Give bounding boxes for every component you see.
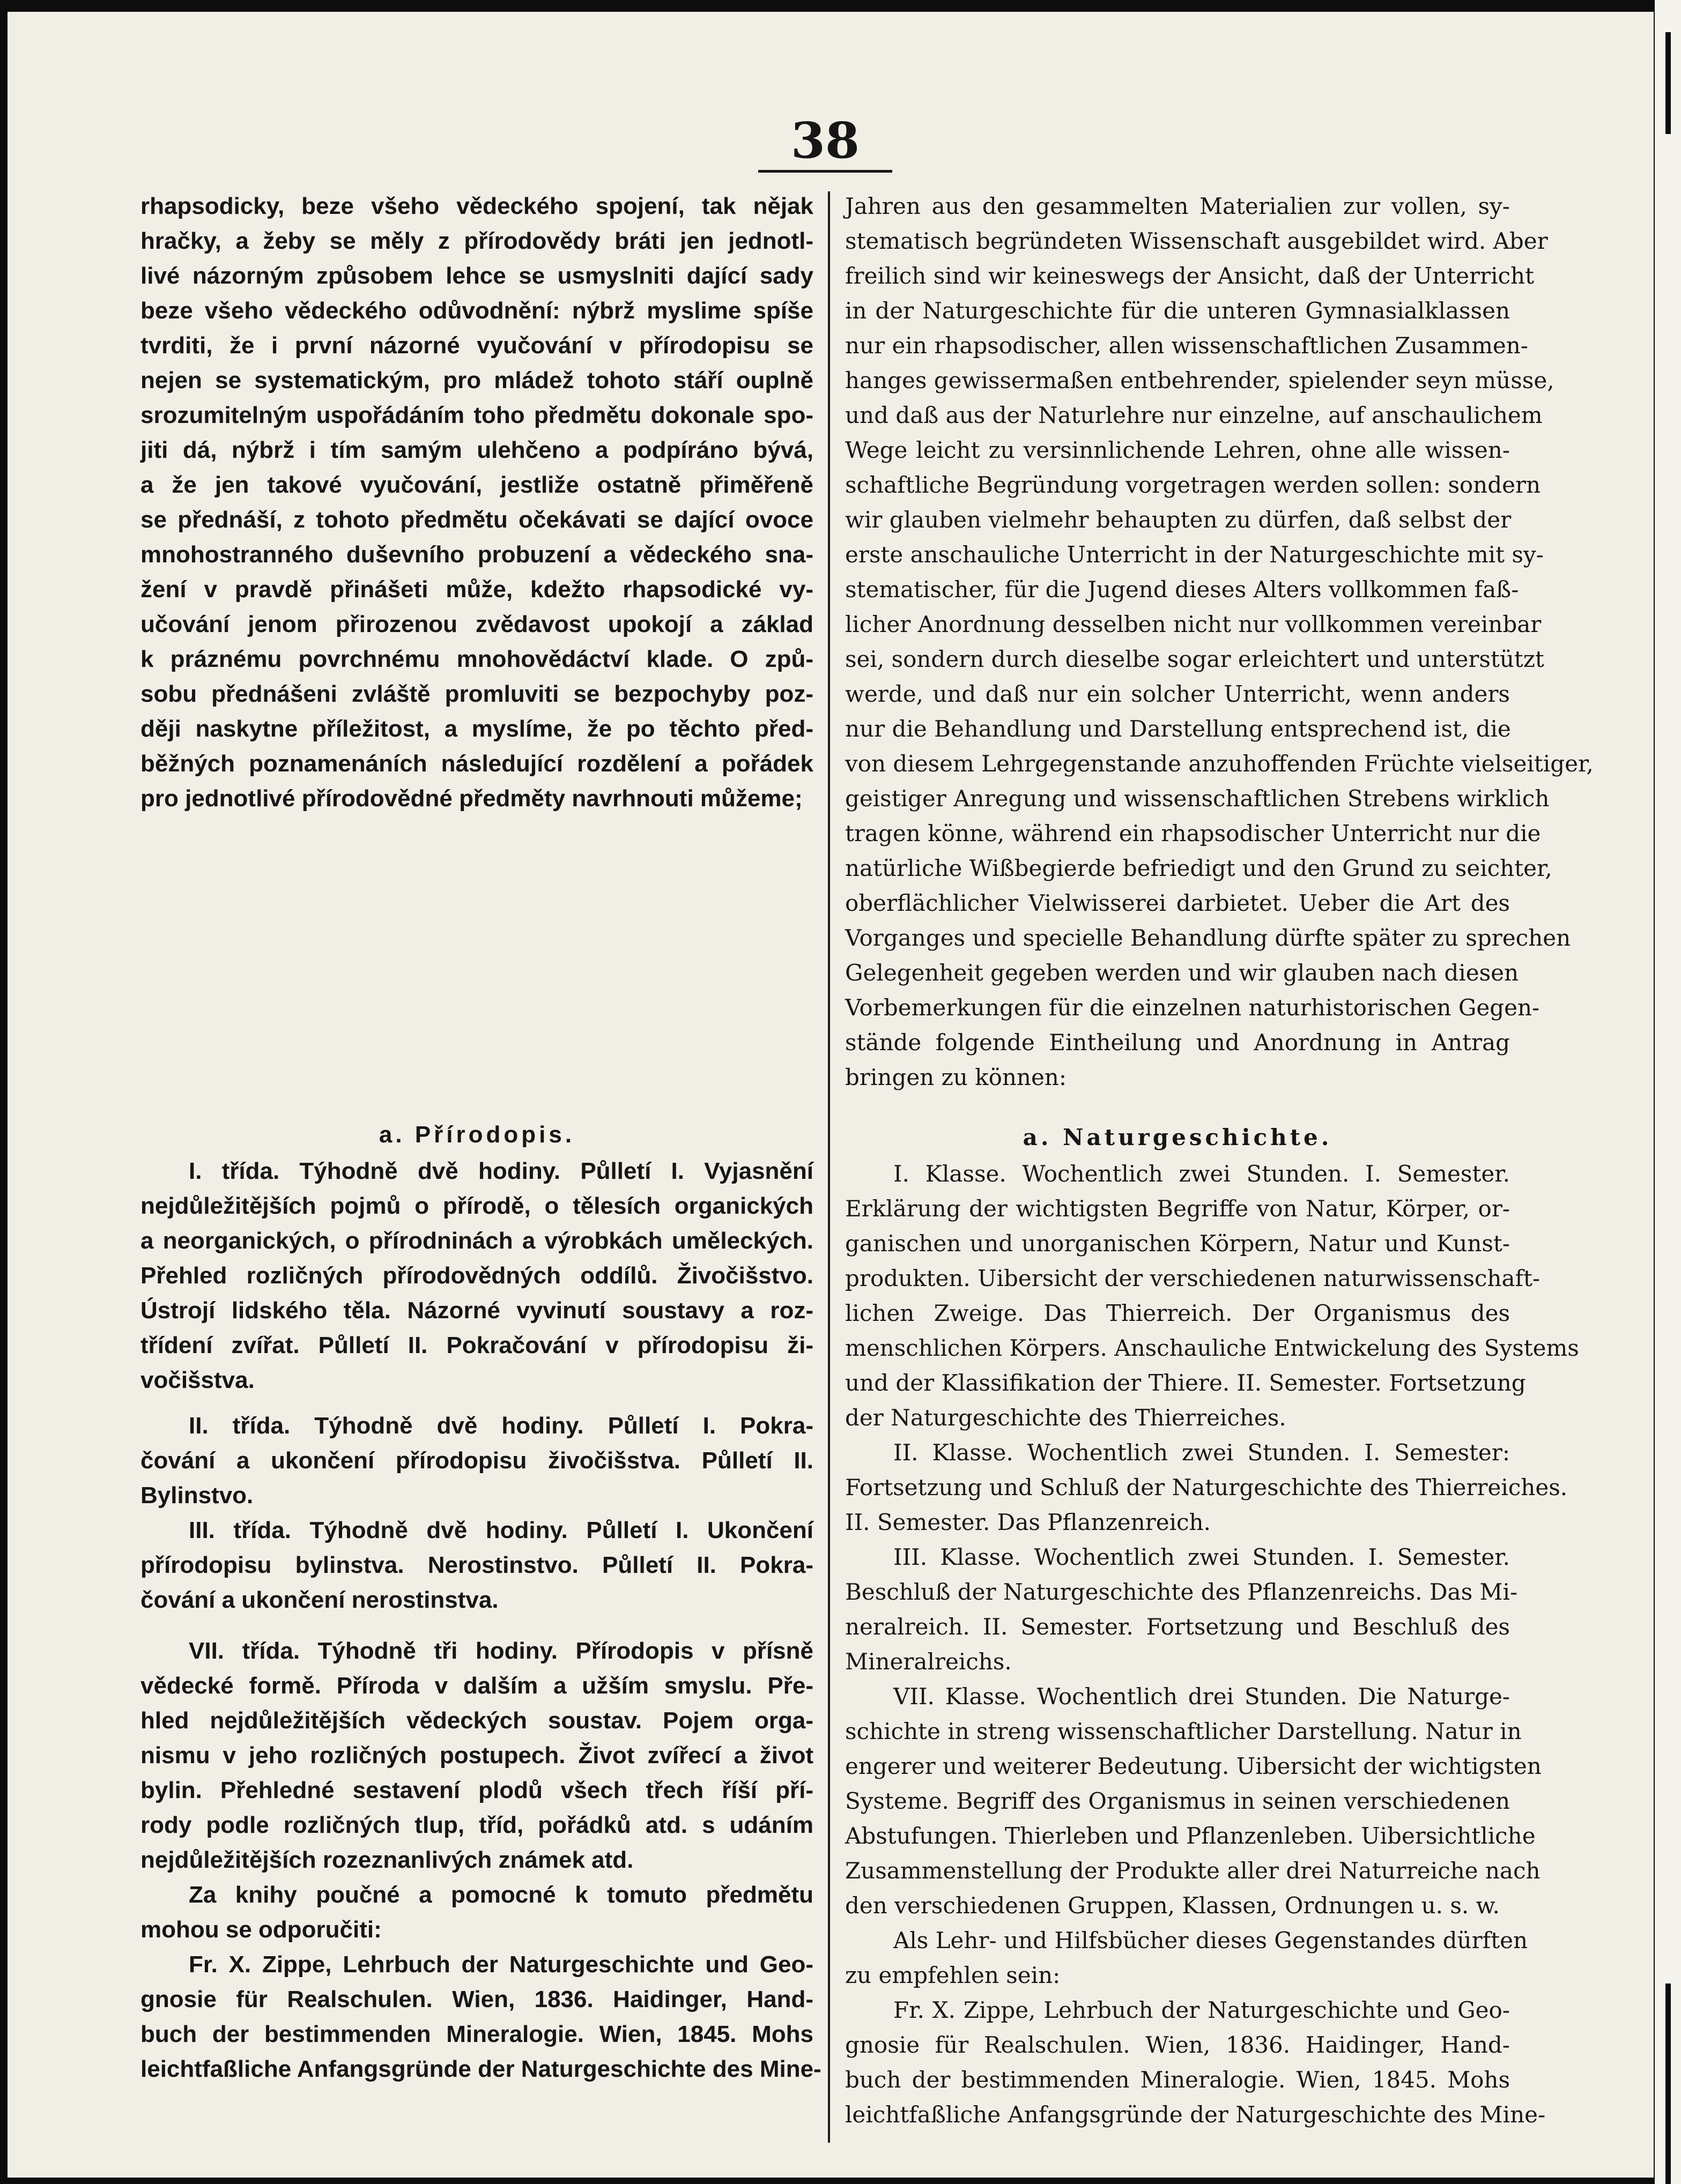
text-line: rody podle rozličných tlup, tříd, pořádků atd. s udáním: [140, 1812, 813, 1838]
text-line: srozumitelným uspořádáním toho předmětu dokonale spo-: [140, 402, 813, 428]
text-line: běžných poznamenáních následující rozdělení a pořádek: [140, 751, 813, 777]
text-line: Als Lehr- und Hilfsbücher dieses Gegenstandes dürften: [893, 1927, 1528, 1953]
text-line: neralreich. II. Semester. Fortsetzung und Beschluß des: [845, 1614, 1510, 1640]
text-line: gnosie für Realschulen. Wien, 1836. Haidinger, Hand-: [845, 2032, 1510, 2058]
left-books: [140, 1877, 821, 2086]
text-line: hračky, a žeby se měly z přírodovědy bráti jen jednotl-: [140, 228, 813, 254]
text-line: a že jen takové vyučování, jestliže ostatně přiměřeně: [140, 472, 813, 498]
text-line: I. Klasse. Wochentlich zwei Stunden. I. Semester.: [893, 1161, 1510, 1187]
left-section-heading: a. Přírodopis.: [379, 1121, 575, 1148]
text-line: nismu v jeho rozličných postupech. Život zvířecí a život: [140, 1742, 813, 1769]
text-line: ganischen und unorganischen Körpern, Natur und Kunst-: [845, 1230, 1510, 1257]
text-line: den verschiedenen Gruppen, Klassen, Ordnungen u. s. w.: [845, 1892, 1500, 1919]
left-class-3: [140, 1513, 813, 1617]
text-line: Systeme. Begriff des Organismus in seinen verschiedenen: [845, 1788, 1510, 1814]
text-line: oberflächlicher Vielwisserei darbietet. Ueber die Art des: [845, 890, 1510, 916]
text-line: bringen zu können:: [845, 1064, 1067, 1090]
text-line: sobu přednášeni zvláště promluviti se bezpochyby poz-: [140, 681, 813, 707]
text-line: livé názorným způsobem lehce se usmyslniti dající sady: [140, 263, 813, 289]
text-line: Gelegenheit gegeben werden und wir glauben nach diesen: [845, 960, 1519, 986]
text-line: I. třída. Týhodně dvě hodiny. Půlletí I. Vyjasnění: [189, 1158, 813, 1184]
text-line: stematisch begründeten Wissenschaft ausgebildet wird. Aber: [845, 228, 1548, 254]
text-line: und der Klassifikation der Thiere. II. Semester. Fortsetzung: [845, 1370, 1526, 1396]
text-line: čování a ukončení přírodopisu živočišstva. Půlletí II.: [140, 1447, 813, 1474]
text-line: Fr. X. Zippe, Lehrbuch der Naturgeschichte und Geo-: [893, 1997, 1510, 2023]
text-line: k práznému povrchnému mnohovědáctví klade. O způ-: [140, 646, 813, 672]
right-intro-paragraph: [845, 189, 1594, 1095]
text-line: III. třída. Týhodně dvě hodiny. Půlletí I. Ukončení: [189, 1517, 813, 1543]
left-class-1: [140, 1154, 813, 1398]
text-line: Bylinstvo.: [140, 1482, 254, 1509]
scan-edge: [1655, 0, 1681, 2184]
right-section-heading: a. Naturgeschichte.: [1023, 1124, 1332, 1150]
text-line: hled nejdůležitějších vědeckých soustav. Pojem orga-: [140, 1707, 813, 1734]
text-line: gnosie für Realschulen. Wien, 1836. Haidinger, Hand-: [140, 1986, 813, 2012]
text-line: vědecké formě. Příroda v dalším a užším smyslu. Pře-: [140, 1673, 813, 1699]
text-line: pro jednotlivé přírodovědné předměty navrhnouti můžeme;: [140, 785, 803, 812]
right-class-1: [845, 1156, 1579, 1435]
page-number-rule: [758, 170, 892, 173]
text-line: nur die Behandlung und Darstellung entsprechend ist, die: [845, 716, 1511, 742]
text-line: leichtfaßliche Anfangsgründe der Naturgeschichte des Mine-: [845, 2101, 1546, 2128]
text-line: nur ein rhapsodischer, allen wissenschaftlichen Zusammen-: [845, 332, 1528, 359]
text-line: beze všeho vědeckého odůvodnění: nýbrž myslime spíše: [140, 298, 813, 324]
text-line: buch der bestimmenden Mineralogie. Wien, 1845. Mohs: [140, 2021, 813, 2047]
text-line: Erklärung der wichtigsten Begriffe von Natur, Körper, or-: [845, 1195, 1510, 1222]
text-line: Mineralreichs.: [845, 1648, 1012, 1675]
text-line: Fr. X. Zippe, Lehrbuch der Naturgeschichte und Geo-: [189, 1951, 813, 1978]
text-line: Vorbemerkungen für die einzelnen naturhistorischen Gegen-: [845, 994, 1540, 1021]
column-divider: [828, 191, 830, 2143]
text-line: wir glauben vielmehr behaupten zu dürfen, daß selbst der: [845, 507, 1512, 533]
text-line: werde, und daß nur ein solcher Unterricht, wenn anders: [845, 681, 1510, 707]
text-line: žení v pravdě přinášeti může, kdežto rhapsodické vy-: [140, 576, 813, 603]
text-line: in der Naturgeschichte für die unteren Gymnasialklassen: [845, 298, 1510, 324]
text-line: natürliche Wißbegierde befriedigt und den Grund zu seichter,: [845, 855, 1552, 881]
text-line: rhapsodicky, beze všeho vědeckého spojení, tak nějak: [140, 193, 813, 219]
scan-edge-mark-bottom: [1665, 1984, 1671, 2184]
text-line: jiti dá, nýbrž i tím samým ulehčeno a podpíráno bývá,: [140, 437, 813, 463]
page-number: 38: [790, 112, 860, 169]
text-line: II. třída. Týhodně dvě hodiny. Půlletí I. Pokra-: [189, 1413, 813, 1439]
text-line: přírodopisu bylinstva. Nerostinstvo. Půlletí II. Pokra-: [140, 1552, 813, 1578]
right-class-7: [845, 1679, 1542, 1923]
text-line: Zusammenstellung der Produkte aller drei Naturreiche nach: [845, 1858, 1541, 1884]
text-line: Beschluß der Naturgeschichte des Pflanzenreichs. Das Mi-: [845, 1579, 1518, 1605]
text-line: nejen se systematickým, pro mládež tohoto stáří ouplně: [140, 367, 813, 393]
text-line: nejdůležitějších pojmů o přírodě, o tělesích organických: [140, 1193, 813, 1219]
text-line: leichtfaßliche Anfangsgründe der Naturgeschichte des Mine-: [140, 2056, 821, 2082]
text-line: sei, sondern durch dieselbe sogar erleichtert und unterstützt: [845, 646, 1544, 672]
text-line: und daß aus der Naturlehre nur einzelne, auf anschaulichem: [845, 402, 1543, 428]
text-line: se přednáší, z tohoto předmětu očekávati se dající ovoce: [140, 507, 813, 533]
text-line: von diesem Lehrgegenstande anzuhoffenden Früchte vielseitiger,: [845, 751, 1594, 777]
right-books: [845, 1923, 1546, 2132]
text-line: Za knihy poučné a pomocné k tomuto předmětu: [189, 1882, 813, 1908]
text-line: Přehled rozličných přírodovědných oddílů. Živočišstvo.: [140, 1262, 813, 1289]
text-line: stände folgende Eintheilung und Anordnung in Antrag: [845, 1029, 1510, 1056]
text-line: Abstufungen. Thierleben und Pflanzenleben. Uibersichtliche: [845, 1823, 1536, 1849]
text-line: stematischer, für die Jugend dieses Alters vollkommen faß-: [845, 576, 1519, 603]
text-line: schaftliche Begründung vorgetragen werden sollen: sondern: [845, 472, 1541, 498]
text-line: tvrditi, že i první názorné vyučování v přírodopisu se: [140, 332, 813, 359]
left-class-2: [140, 1408, 813, 1513]
text-line: a neorganických, o přírodninách a výrobkách umělеckých.: [140, 1228, 813, 1254]
text-line: III. Klasse. Wochentlich zwei Stunden. I. Semester.: [893, 1544, 1510, 1570]
text-line: Jahren aus den gesammelten Materialien zur vollen, sy-: [845, 193, 1510, 219]
text-line: II. Klasse. Wochentlich zwei Stunden. I. Semester:: [893, 1439, 1510, 1466]
right-class-3: [845, 1540, 1518, 1679]
text-line: tragen könne, während ein rhapsodischer Unterricht nur die: [845, 820, 1541, 846]
text-line: VII. třída. Týhodně tři hodiny. Přírodopis v přísně: [189, 1638, 813, 1664]
text-line: Ústrojí lidského těla. Názorné vyvinutí soustavy a roz-: [140, 1297, 813, 1324]
scanned-page: [8, 12, 1654, 2178]
left-column-czech: [140, 189, 821, 2086]
text-line: produkten. Uibersicht der verschiedenen naturwissenschaft-: [845, 1265, 1541, 1291]
text-line: hanges gewissermaßen entbehrender, spielender seyn müsse,: [845, 367, 1554, 393]
right-column-german: [845, 189, 1594, 2132]
text-line: VII. Klasse. Wochentlich drei Stunden. Die Naturge-: [893, 1683, 1510, 1710]
text-line: Fortsetzung und Schluß der Naturgeschichte des Thierreiches.: [845, 1474, 1568, 1500]
text-line: vočišstva.: [140, 1367, 255, 1393]
text-line: mohou se odporučiti:: [140, 1916, 382, 1943]
text-line: schichte in streng wissenschaftlicher Darstellung. Natur in: [845, 1718, 1522, 1744]
text-line: II. Semester. Das Pflanzenreich.: [845, 1509, 1211, 1535]
text-line: učování jenom přirozenou zvědavost upokojí a základ: [140, 611, 813, 637]
left-class-7: [140, 1633, 813, 1877]
left-intro-paragraph: [140, 189, 813, 816]
text-line: geistiger Anregung und wissenschaftlichen Strebens wirklich: [845, 785, 1550, 812]
text-line: erste anschauliche Unterricht in der Naturgeschichte mit sy-: [845, 541, 1544, 568]
text-line: lichen Zweige. Das Thierreich. Der Organismus des: [845, 1300, 1510, 1326]
text-line: zu empfehlen sein:: [845, 1962, 1061, 1988]
text-line: menschlichen Körpers. Anschauliche Entwickelung des Systems: [845, 1335, 1579, 1361]
text-line: buch der bestimmenden Mineralogie. Wien, 1845. Mohs: [845, 2067, 1510, 2093]
text-line: Vorganges und specielle Behandlung dürfte später zu sprechen: [845, 925, 1571, 951]
text-line: bylin. Přehledné sestavení plodů všech třech říší pří-: [140, 1777, 813, 1803]
text-line: třídení zvířat. Půlletí II. Pokračování v přírodopisu ži-: [140, 1332, 813, 1358]
text-line: čování a ukončení nerostinstva.: [140, 1587, 499, 1613]
text-line: licher Anordnung desselben nicht nur vollkommen vereinbar: [845, 611, 1542, 637]
scan-edge-mark-top: [1665, 32, 1671, 134]
text-line: freilich sind wir keineswegs der Ansicht, daß der Unterricht: [845, 263, 1534, 289]
text-line: mnohostranného duševního probuzení a vědeckého sna-: [140, 541, 813, 568]
text-line: ději naskytne příležitost, a myslíme, že po těchto před-: [140, 716, 813, 742]
text-line: engerer und weiterer Bedeutung. Uibersicht der wichtigsten: [845, 1753, 1542, 1779]
text-line: Wege leicht zu versinnlichende Lehren, ohne alle wissen-: [845, 437, 1510, 463]
right-class-2: [845, 1435, 1568, 1540]
text-line: nejdůležitějších rozeznanlivých známek atd.: [140, 1847, 634, 1873]
text-line: der Naturgeschichte des Thierreiches.: [845, 1405, 1286, 1431]
